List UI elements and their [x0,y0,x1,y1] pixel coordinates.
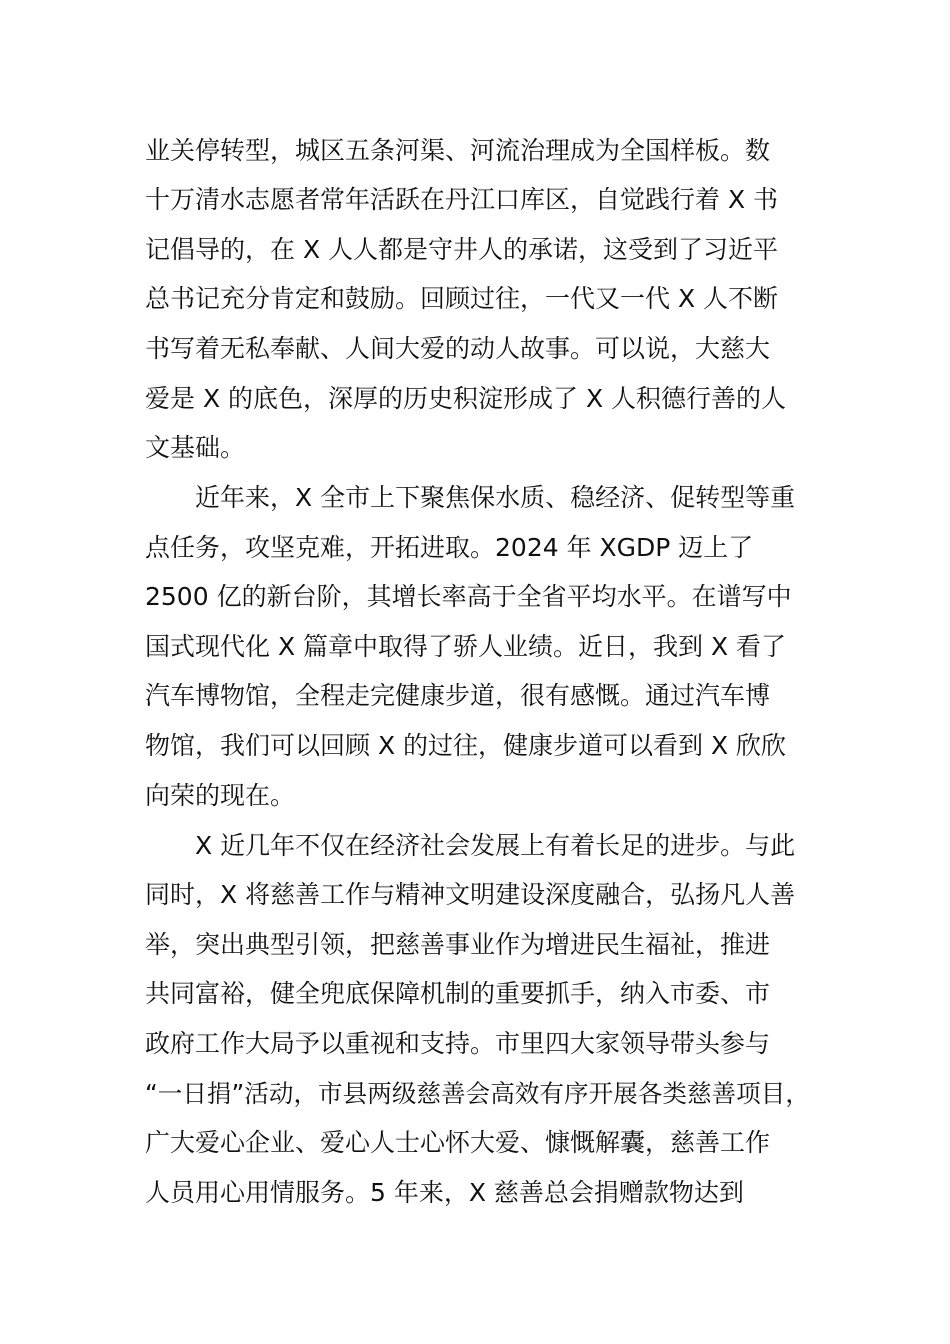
line-text: 物馆，我们可以回顾 X 的过往，健康步道可以看到 X 欣欣 [145,731,787,760]
text-line [0,969,950,1019]
text-line [0,324,950,374]
text-line [0,572,950,622]
text-line [0,1168,950,1218]
text-line [0,274,950,324]
line-text: 广大爱心企业、爱心人士心怀大爱、慷慨解囊，慈善工作 [145,1128,771,1157]
text-line [0,1118,950,1168]
text-line [0,721,950,771]
text-line [0,423,950,473]
line-text: 政府工作大局予以重视和支持。市里四大家领导带头参与 [145,1029,771,1058]
line-text: 爱是 X 的底色，深厚的历史积淀形成了 X 人积德行善的人 [145,384,787,413]
line-text: 文基础。 [145,433,246,462]
line-text: 十万清水志愿者常年活跃在丹江口库区，自觉践行着 X 书 [145,185,779,214]
line-text: 共同富裕，健全兜底保障机制的重要抓手，纳入市委、市 [145,979,771,1008]
line-text: 总书记充分肯定和鼓励。回顾过往，一代又一代 X 人不断 [145,284,779,313]
text-line [0,523,950,573]
text-line [0,374,950,424]
line-text: 国式现代化 X 篇章中取得了骄人业绩。近日，我到 X 看了 [145,632,787,661]
text-line [0,1019,950,1069]
line-text: X 近几年不仅在经济社会发展上有着长足的进步。与此 [195,831,796,860]
text-line [0,175,950,225]
line-text: 记倡导的，在 X 人人都是守井人的承诺，这受到了习近平 [145,235,779,264]
text-line [0,870,950,920]
text-line [0,771,950,821]
line-text: 近年来，X 全市上下聚焦保水质、稳经济、促转型等重 [195,483,796,512]
line-text: 人员用心用情服务。5 年来，X 慈善总会捐赠款物达到 [145,1178,744,1207]
line-text: “一日捐”活动，市县两级慈善会高效有序开展各类慈善项目， [145,1079,810,1108]
text-line [0,225,950,275]
text-line [0,622,950,672]
line-text: 汽车博物馆，全程走完健康步道，很有感慨。通过汽车博 [145,681,771,710]
line-text: 业关停转型，城区五条河渠、河流治理成为全国样板。数 [145,136,771,165]
line-text: 向荣的现在。 [145,781,296,810]
text-line [0,920,950,970]
line-text: 点任务，攻坚克难，开拓进取。2024 年 XGDP 迈上了 [145,533,754,562]
line-text: 举，突出典型引领，把慈善事业作为增进民生福祉，推进 [145,930,771,959]
text-line [0,473,950,523]
text-line [0,671,950,721]
text-line [0,821,950,871]
text-line [0,1069,950,1119]
line-text: 同时，X 将慈善工作与精神文明建设深度融合，弘扬凡人善 [145,880,796,909]
line-text: 2500 亿的新台阶，其增长率高于全省平均水平。在谱写中 [145,582,792,611]
line-text: 书写着无私奉献、人间大爱的动人故事。可以说，大慈大 [145,334,771,363]
text-line [0,126,950,176]
